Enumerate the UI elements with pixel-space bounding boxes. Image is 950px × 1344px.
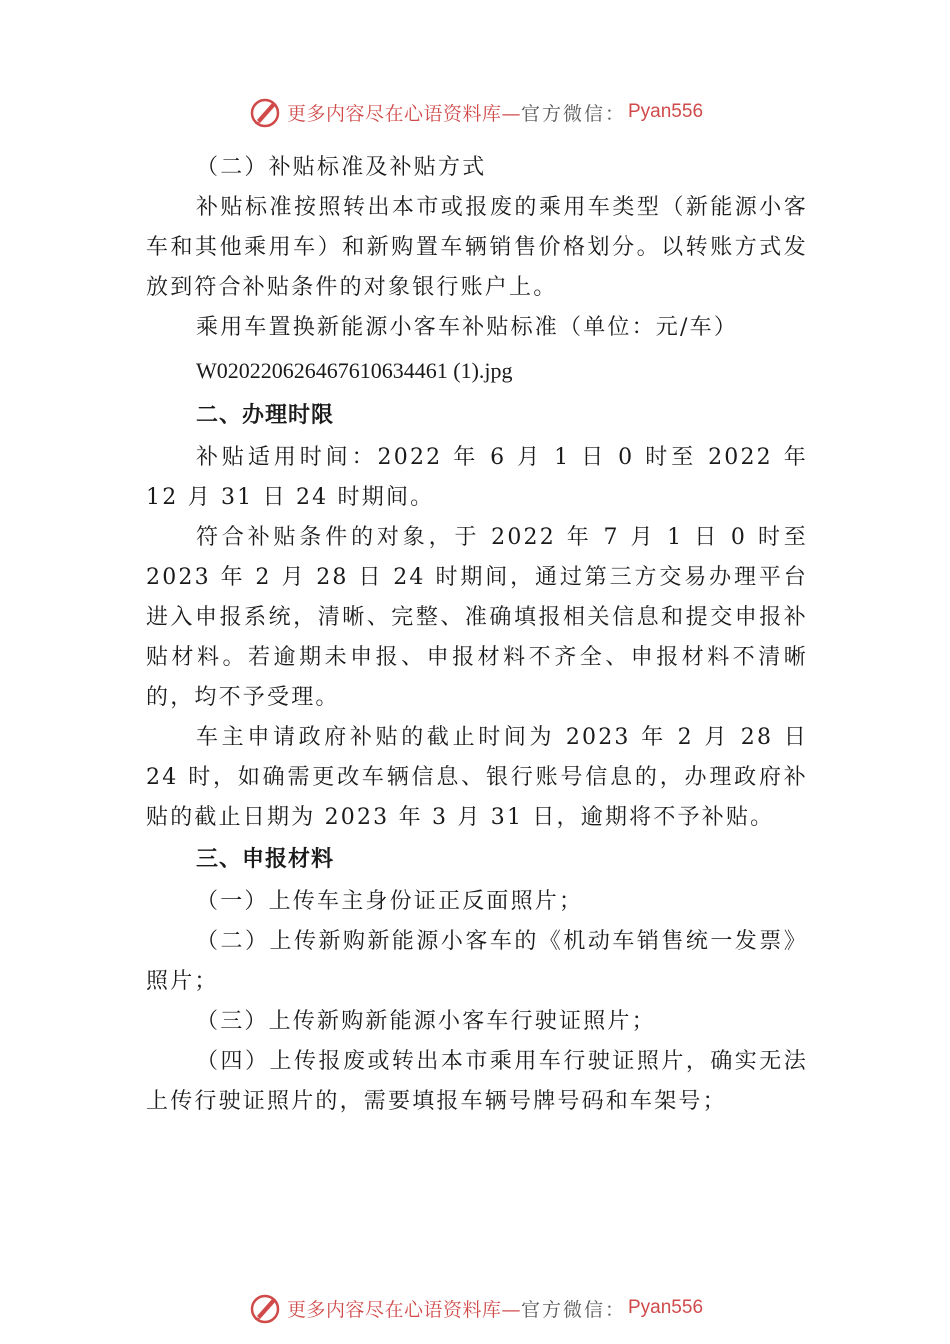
image-filename: W020220626467610634461 (1).jpg	[196, 358, 513, 383]
section-heading-time-limit: 二、办理时限	[196, 403, 335, 428]
document-body	[146, 148, 808, 1122]
section-heading-materials: 三、申报材料	[196, 847, 335, 872]
banner-wechat-label: 官方微信：	[520, 1298, 626, 1321]
banner-text: 更多内容尽在心语资料库—	[286, 1298, 521, 1321]
material-item: （四）上传报废或转出本市乘用车行驶证照片，确实无法上传行驶证照片的，需要填报车辆号牌号码和车架号；	[146, 1049, 808, 1114]
material-item: （一）上传车主身份证正反面照片；	[196, 889, 584, 914]
subsidy-paragraph: 补贴标准按照转出本市或报废的乘用车类型（新能源小客车和其他乘用车）和新购置车辆销售价格划分。以转账方式发放到符合补贴条件的对象银行账户上。	[146, 195, 808, 300]
banner-wechat-id: Pyan556	[628, 101, 704, 122]
brush-logo-icon	[247, 1290, 283, 1326]
time-paragraph-1: 补贴适用时间：2022 年 6 月 1 日 0 时至 2022 年 12 月 31 日 24 时期间。	[146, 445, 808, 510]
banner-text: 更多内容尽在心语资料库—	[286, 102, 521, 125]
footer-watermark-banner	[0, 1288, 950, 1328]
header-watermark-banner	[0, 92, 950, 132]
subsidy-subheading: （二）补贴标准及补贴方式	[196, 155, 487, 180]
time-paragraph-2: 符合补贴条件的对象，于 2022 年 7 月 1 日 0 时至 2023 年 2 月 28 日 24 时期间，通过第三方交易办理平台进入申报系统，清晰、完整、准确填报相关信息和提交申报补贴材料。若逾期未申报、申报材料不齐全、申报材料不清晰的，均不予受理。	[146, 525, 808, 710]
brush-logo-icon	[247, 94, 283, 130]
time-paragraph-3: 车主申请政府补贴的截止时间为 2023 年 2 月 28 日 24 时，如确需更改车辆信息、银行账号信息的，办理政府补贴的截止日期为 2023 年 3 月 31 日，逾期将不予补贴。	[146, 725, 808, 830]
material-item: （三）上传新购新能源小客车行驶证照片；	[196, 1009, 656, 1034]
banner-wechat-id: Pyan556	[628, 1297, 704, 1318]
material-item: （二）上传新购新能源小客车的《机动车销售统一发票》照片；	[146, 929, 808, 994]
table-caption: 乘用车置换新能源小客车补贴标准（单位：元/车）	[196, 315, 739, 340]
banner-wechat-label: 官方微信：	[520, 102, 626, 125]
